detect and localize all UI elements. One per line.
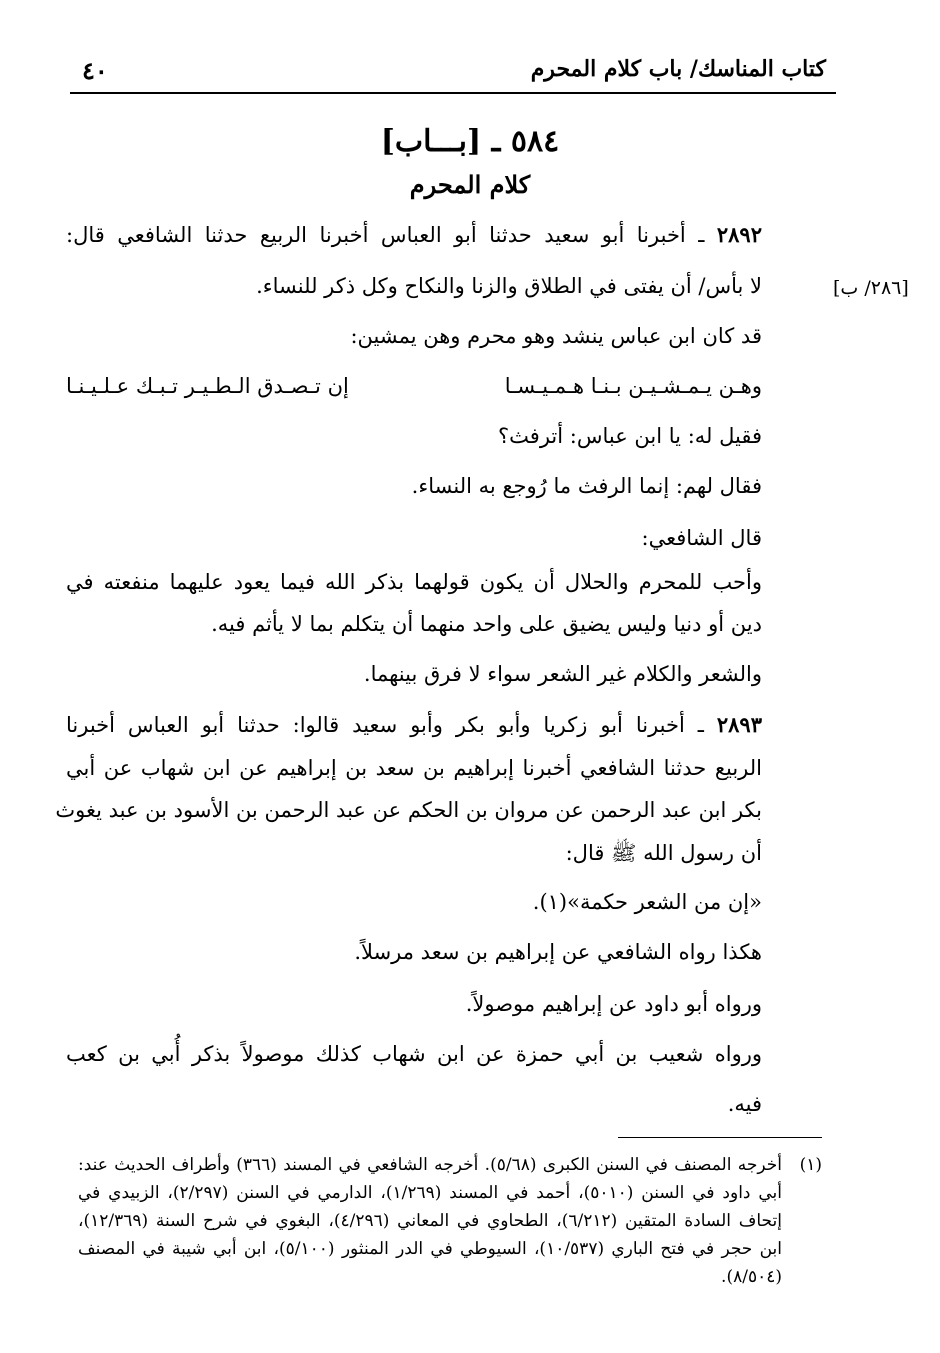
text-line: فقال لهم: إنما الرفث ما رُوجع به النساء. (411, 474, 762, 498)
hadith-text: ـ أخبرنا أبو سعيد حدثنا أبو العباس أخبرنا الربيع حدثنا الشافعي قال: (66, 223, 717, 247)
footnote-line: (٨/٥٠٤). (721, 1267, 782, 1287)
text-line: قد كان ابن عباس ينشد وهو محرم وهن يمشين: (350, 324, 762, 348)
text-line: فيه. (727, 1092, 762, 1116)
hadith-text: ـ أخبرنا أبو زكريا وأبو بكر وأبو سعيد قالوا: حدثنا أبو العباس أخبرنا (66, 713, 717, 737)
text-line: دين أو دنيا وليس يضيق على واحد منهما أن يتكلم بما لا يأثم فيه. (211, 612, 762, 636)
verse-second-hemistich: إن تـصـدق الـطـيـر تـبـك عـلـيـنـا (66, 374, 349, 398)
text-line: لا بأس/ أن يفتى في الطلاق والزنا والنكاح وكل ذكر للنساء. (256, 274, 762, 298)
running-title: كتاب المناسك/ باب كلام المحرم (530, 56, 826, 82)
text-line: أن رسول الله ﷺ قال: (565, 841, 762, 865)
hadith-number: ٢٨٩٣ (716, 712, 762, 737)
text-line: هكذا رواه الشافعي عن إبراهيم بن سعد مرسلاً. (354, 940, 762, 964)
text-line: الربيع حدثنا الشافعي أخبرنا إبراهيم بن سعد بن إبراهيم عن ابن شهاب عن أبي (66, 756, 762, 780)
text-line: وأحب للمحرم والحلال أن يكون قولهما بذكر الله فيما يعود عليهما منفعته في (66, 570, 762, 594)
footnote-line: أخرجه المصنف في السنن الكبرى (٥/٦٨). أخرجه الشافعي في المسند (٣٦٦) وأطراف الحديث عند: (78, 1155, 782, 1175)
footnote-line: إتحاف السادة المتقين (٦/٢١٢)، الطحاوي في المعاني (٤/٢٩٦)، البغوي في شرح السنة (١٢/٣٦٩)، (78, 1211, 782, 1231)
hadith-number: ٢٨٩٢ (716, 222, 762, 247)
text-line: بكر ابن عبد الرحمن عن مروان بن الحكم عن عبد الرحمن بن الأسود بن عبد يغوث (55, 798, 762, 822)
chapter-subheading: كلام المحرم (409, 170, 531, 199)
hadith-2892-line (66, 222, 762, 247)
footnote-separator (618, 1137, 822, 1138)
footnote-marker: (١) (799, 1155, 822, 1175)
margin-folio-note: [٢٨٦/ ب] (833, 277, 909, 299)
page-header (70, 50, 836, 94)
footnote-line: ابن حجر في فتح الباري (١٠/٥٣٧)، السيوطي في الدر المنثور (٥/١٠٠)، ابن أبي شيبة في المصنف (78, 1239, 782, 1259)
text-line: قال الشافعي: (641, 526, 762, 550)
text-line: فقيل له: يا ابن عباس: أترفث؟ (498, 424, 762, 448)
verse-first-hemistich: وهـن يـمـشـيـن بـنـا هـمـيـسـا (504, 374, 762, 398)
text-line: والشعر والكلام غير الشعر سواء لا فرق بينهما. (363, 662, 762, 686)
footnote-line: أبي داود في السنن (٥٠١٠)، أحمد في المسند (١/٢٦٩)، الدارمي في السنن (٢/٢٩٧)، الزبيدي في (78, 1183, 782, 1203)
hadith-2893-line (66, 712, 762, 737)
text-line: ورواه شعيب بن أبي حمزة عن ابن شهاب كذلك موصولاً بذكر أُبي بن كعب (66, 1042, 762, 1066)
page-number: ٤٠ (82, 56, 108, 85)
chapter-heading: ٥٨٤ ـ [بـــاب] (380, 124, 560, 159)
quoted-hadith: «إن من الشعر حكمة»(١). (532, 890, 762, 914)
text-line: ورواه أبو داود عن إبراهيم موصولاً. (465, 992, 762, 1016)
poetry-verse (66, 374, 762, 406)
